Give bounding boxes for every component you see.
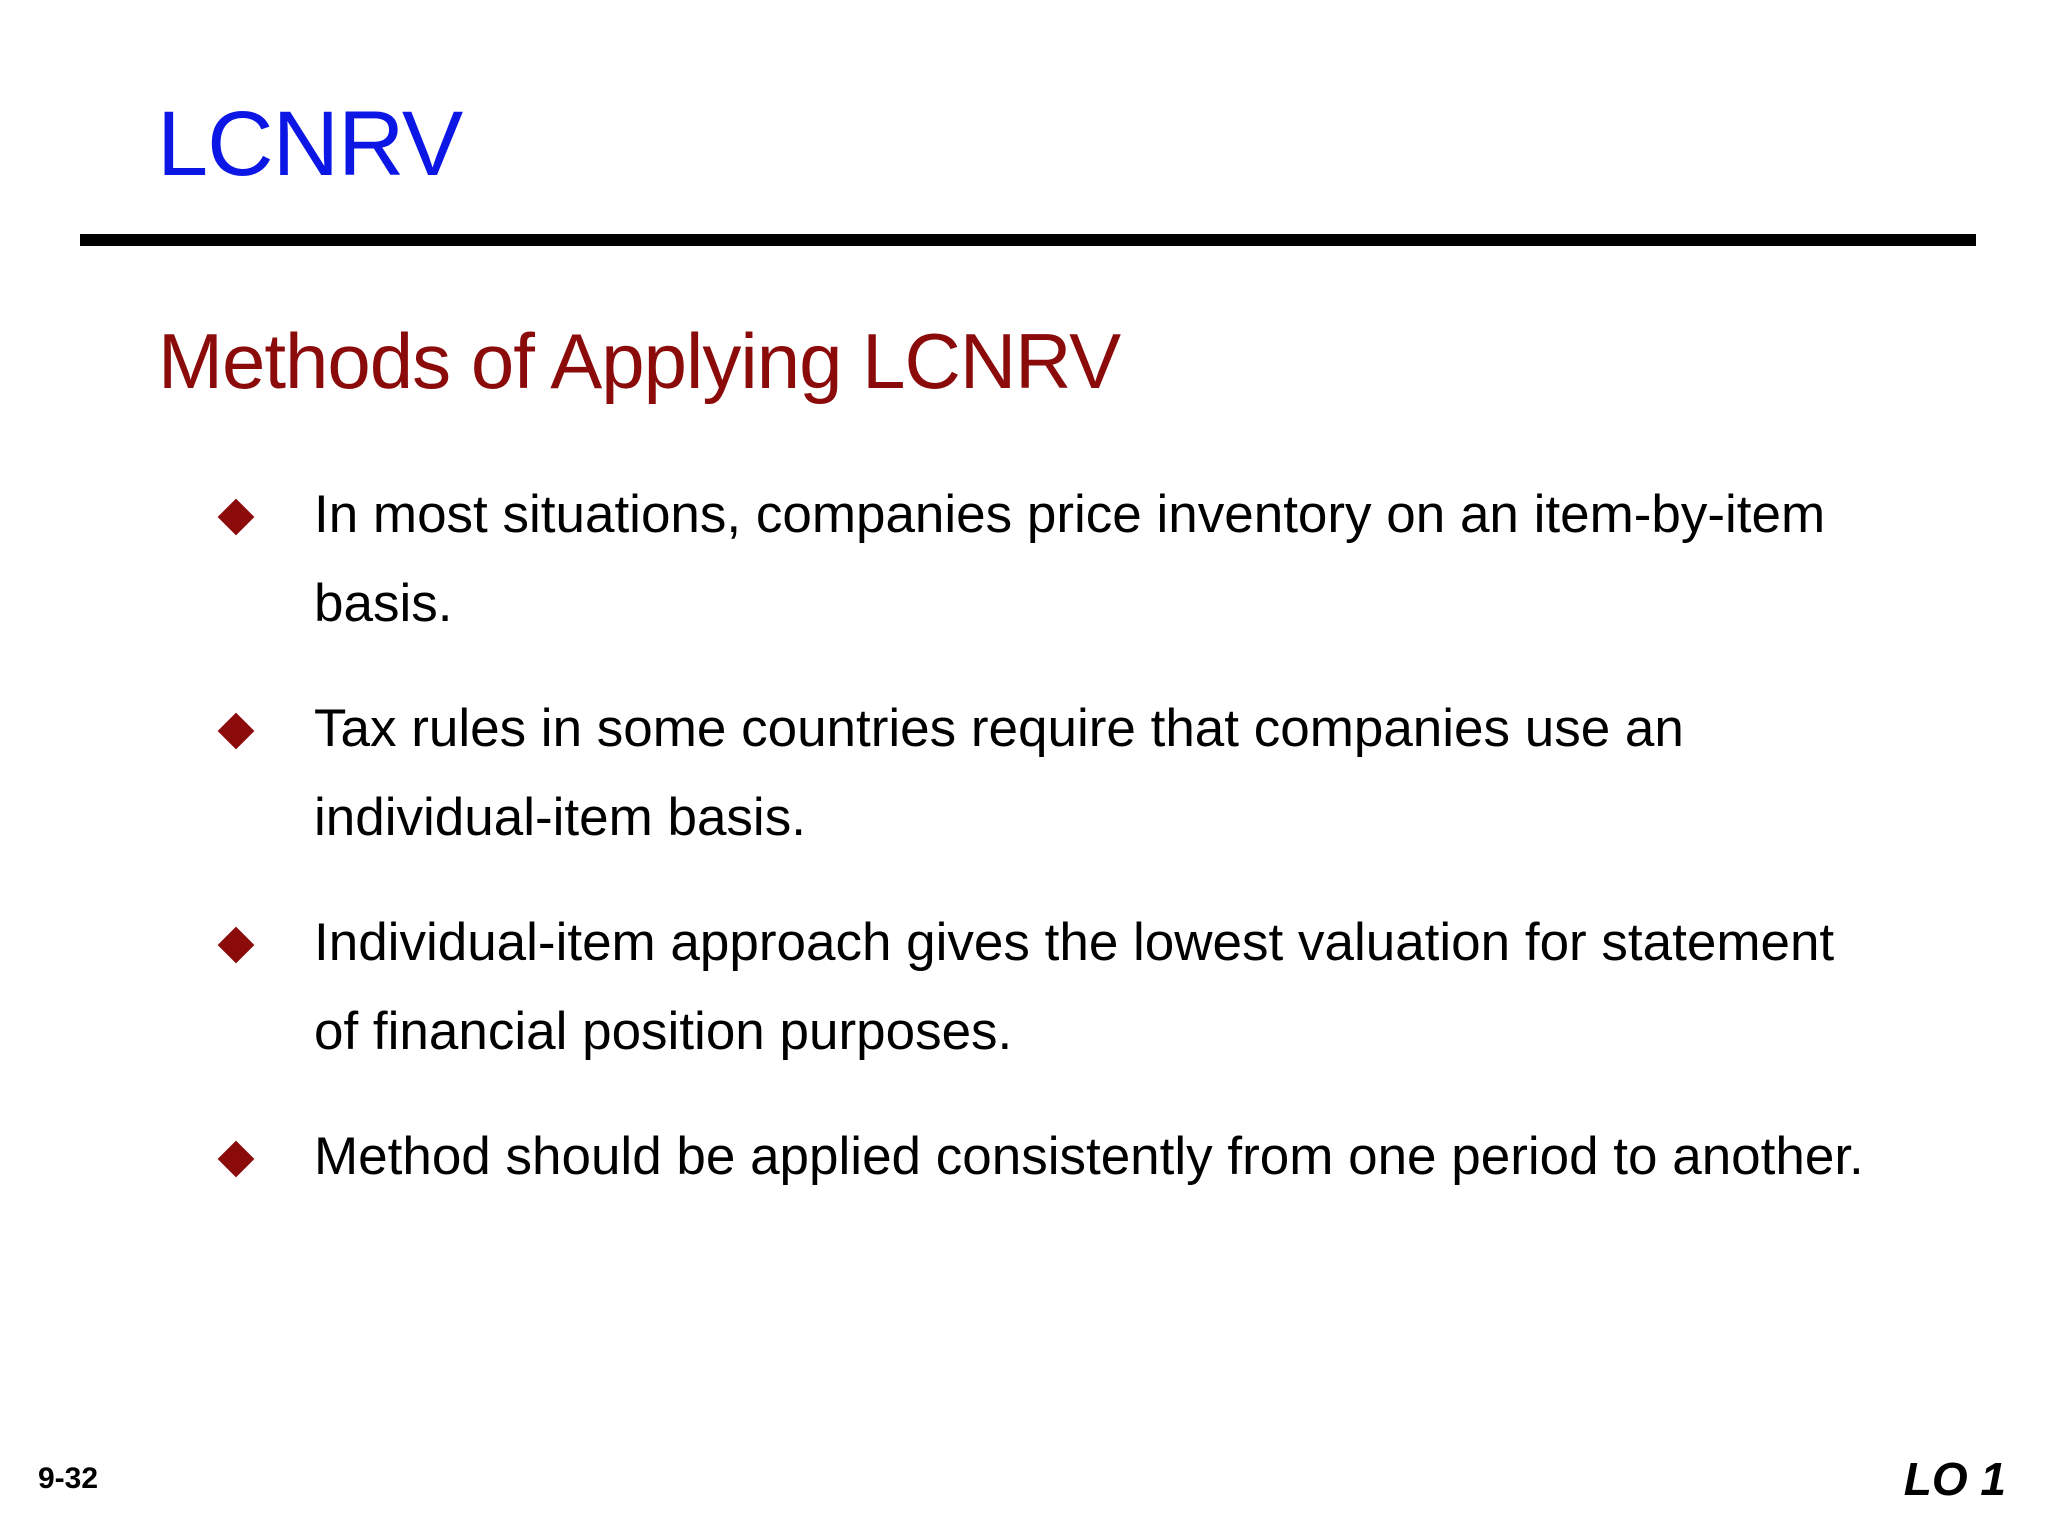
bullet-text: Method should be applied consistently from one period to another. xyxy=(314,1127,1864,1186)
diamond-bullet-icon xyxy=(218,1141,255,1178)
bullet-item xyxy=(210,470,1890,648)
bullet-item xyxy=(210,684,1890,862)
slide-title: LCNRV xyxy=(157,93,463,195)
bullet-list xyxy=(210,470,1890,1237)
slide-subtitle: Methods of Applying LCNRV xyxy=(158,317,1121,405)
bullet-item xyxy=(210,898,1890,1076)
bullet-text: Tax rules in some countries require that companies use an individual-item basis. xyxy=(314,699,1684,847)
bullet-text: Individual-item approach gives the lowest valuation for statement of financial position purposes. xyxy=(314,913,1835,1061)
diamond-bullet-icon xyxy=(218,713,255,750)
diamond-bullet-icon xyxy=(218,499,255,536)
title-divider xyxy=(80,234,1976,246)
bullet-text: In most situations, companies price inventory on an item-by-item basis. xyxy=(314,485,1826,633)
bullet-item xyxy=(210,1112,1890,1201)
diamond-bullet-icon xyxy=(218,927,255,964)
slide-number: 9-32 xyxy=(38,1462,99,1495)
learning-objective-label: LO 1 xyxy=(1903,1453,2006,1505)
